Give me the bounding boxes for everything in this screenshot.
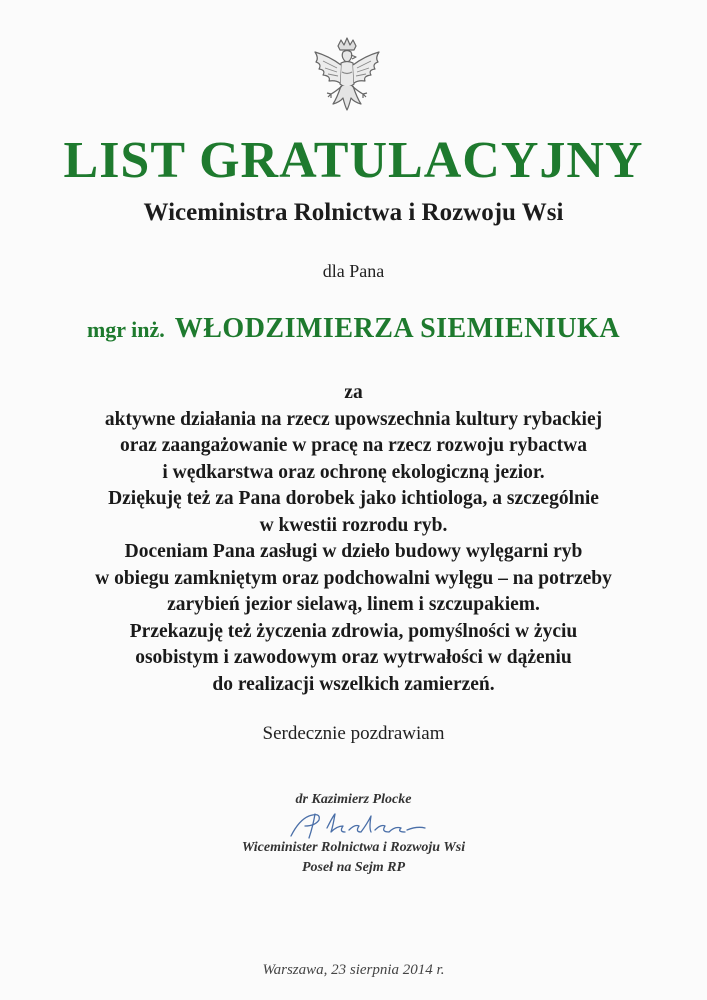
body-line: Doceniam Pana zasługi w dzieło budowy wylęgarni ryb [124, 541, 583, 562]
signer-role-ministry: Wiceminister Rolnictwa i Rozwoju Wsi [241, 840, 466, 855]
recipient-name: WŁODZIMIERZA SIEMIENIUKA [174, 313, 621, 344]
recipient [0, 312, 707, 350]
body-line: zarybień jezior sielawą, linem i szczupakiem. [167, 594, 540, 615]
signer-role-parliament: Poseł na Sejm RP [301, 860, 406, 875]
addressee-intro: dla Pana [322, 261, 385, 281]
body-line: do realizacji wszelkich zamierzeń. [212, 673, 495, 695]
body-text [0, 380, 707, 698]
closing-greeting: Serdecznie pozdrawiam [262, 723, 445, 744]
body-line: w obiegu zamkniętym oraz podchowalni wylęgu – na potrzeby [95, 567, 612, 589]
place-and-date: Warszawa, 23 sierpnia 2014 r. [262, 962, 445, 978]
polish-eagle-emblem-icon [307, 36, 387, 122]
body-line: Dziękuję też za Pana dorobek jako ichtiologa, a szczególnie [108, 488, 599, 509]
handwritten-signature [285, 806, 435, 842]
recipient-prefix: mgr inż. [86, 317, 165, 342]
certificate-title: LIST GRATULACYJNY [63, 132, 644, 189]
body-line: aktywne działania na rzecz upowszechnia kultury rybackiej [104, 408, 603, 430]
body-line: za [344, 382, 363, 403]
signer-name: dr Kazimierz Plocke [295, 792, 412, 807]
body-line: osobistym i zawodowym oraz wytrwałości w dążeniu [135, 647, 572, 668]
issuer-title: Wiceministra Rolnictwa i Rozwoju Wsi [143, 199, 564, 226]
body-line: oraz zaangażowanie w pracę na rzecz rozwoju rybactwa [120, 435, 587, 456]
body-line: Przekazuję też życzenia zdrowia, pomyślności w życiu [129, 620, 578, 642]
body-line: i wędkarstwa oraz ochronę ekologiczną jezior. [162, 461, 545, 483]
body-line: w kwestii rozrodu ryb. [259, 514, 448, 536]
